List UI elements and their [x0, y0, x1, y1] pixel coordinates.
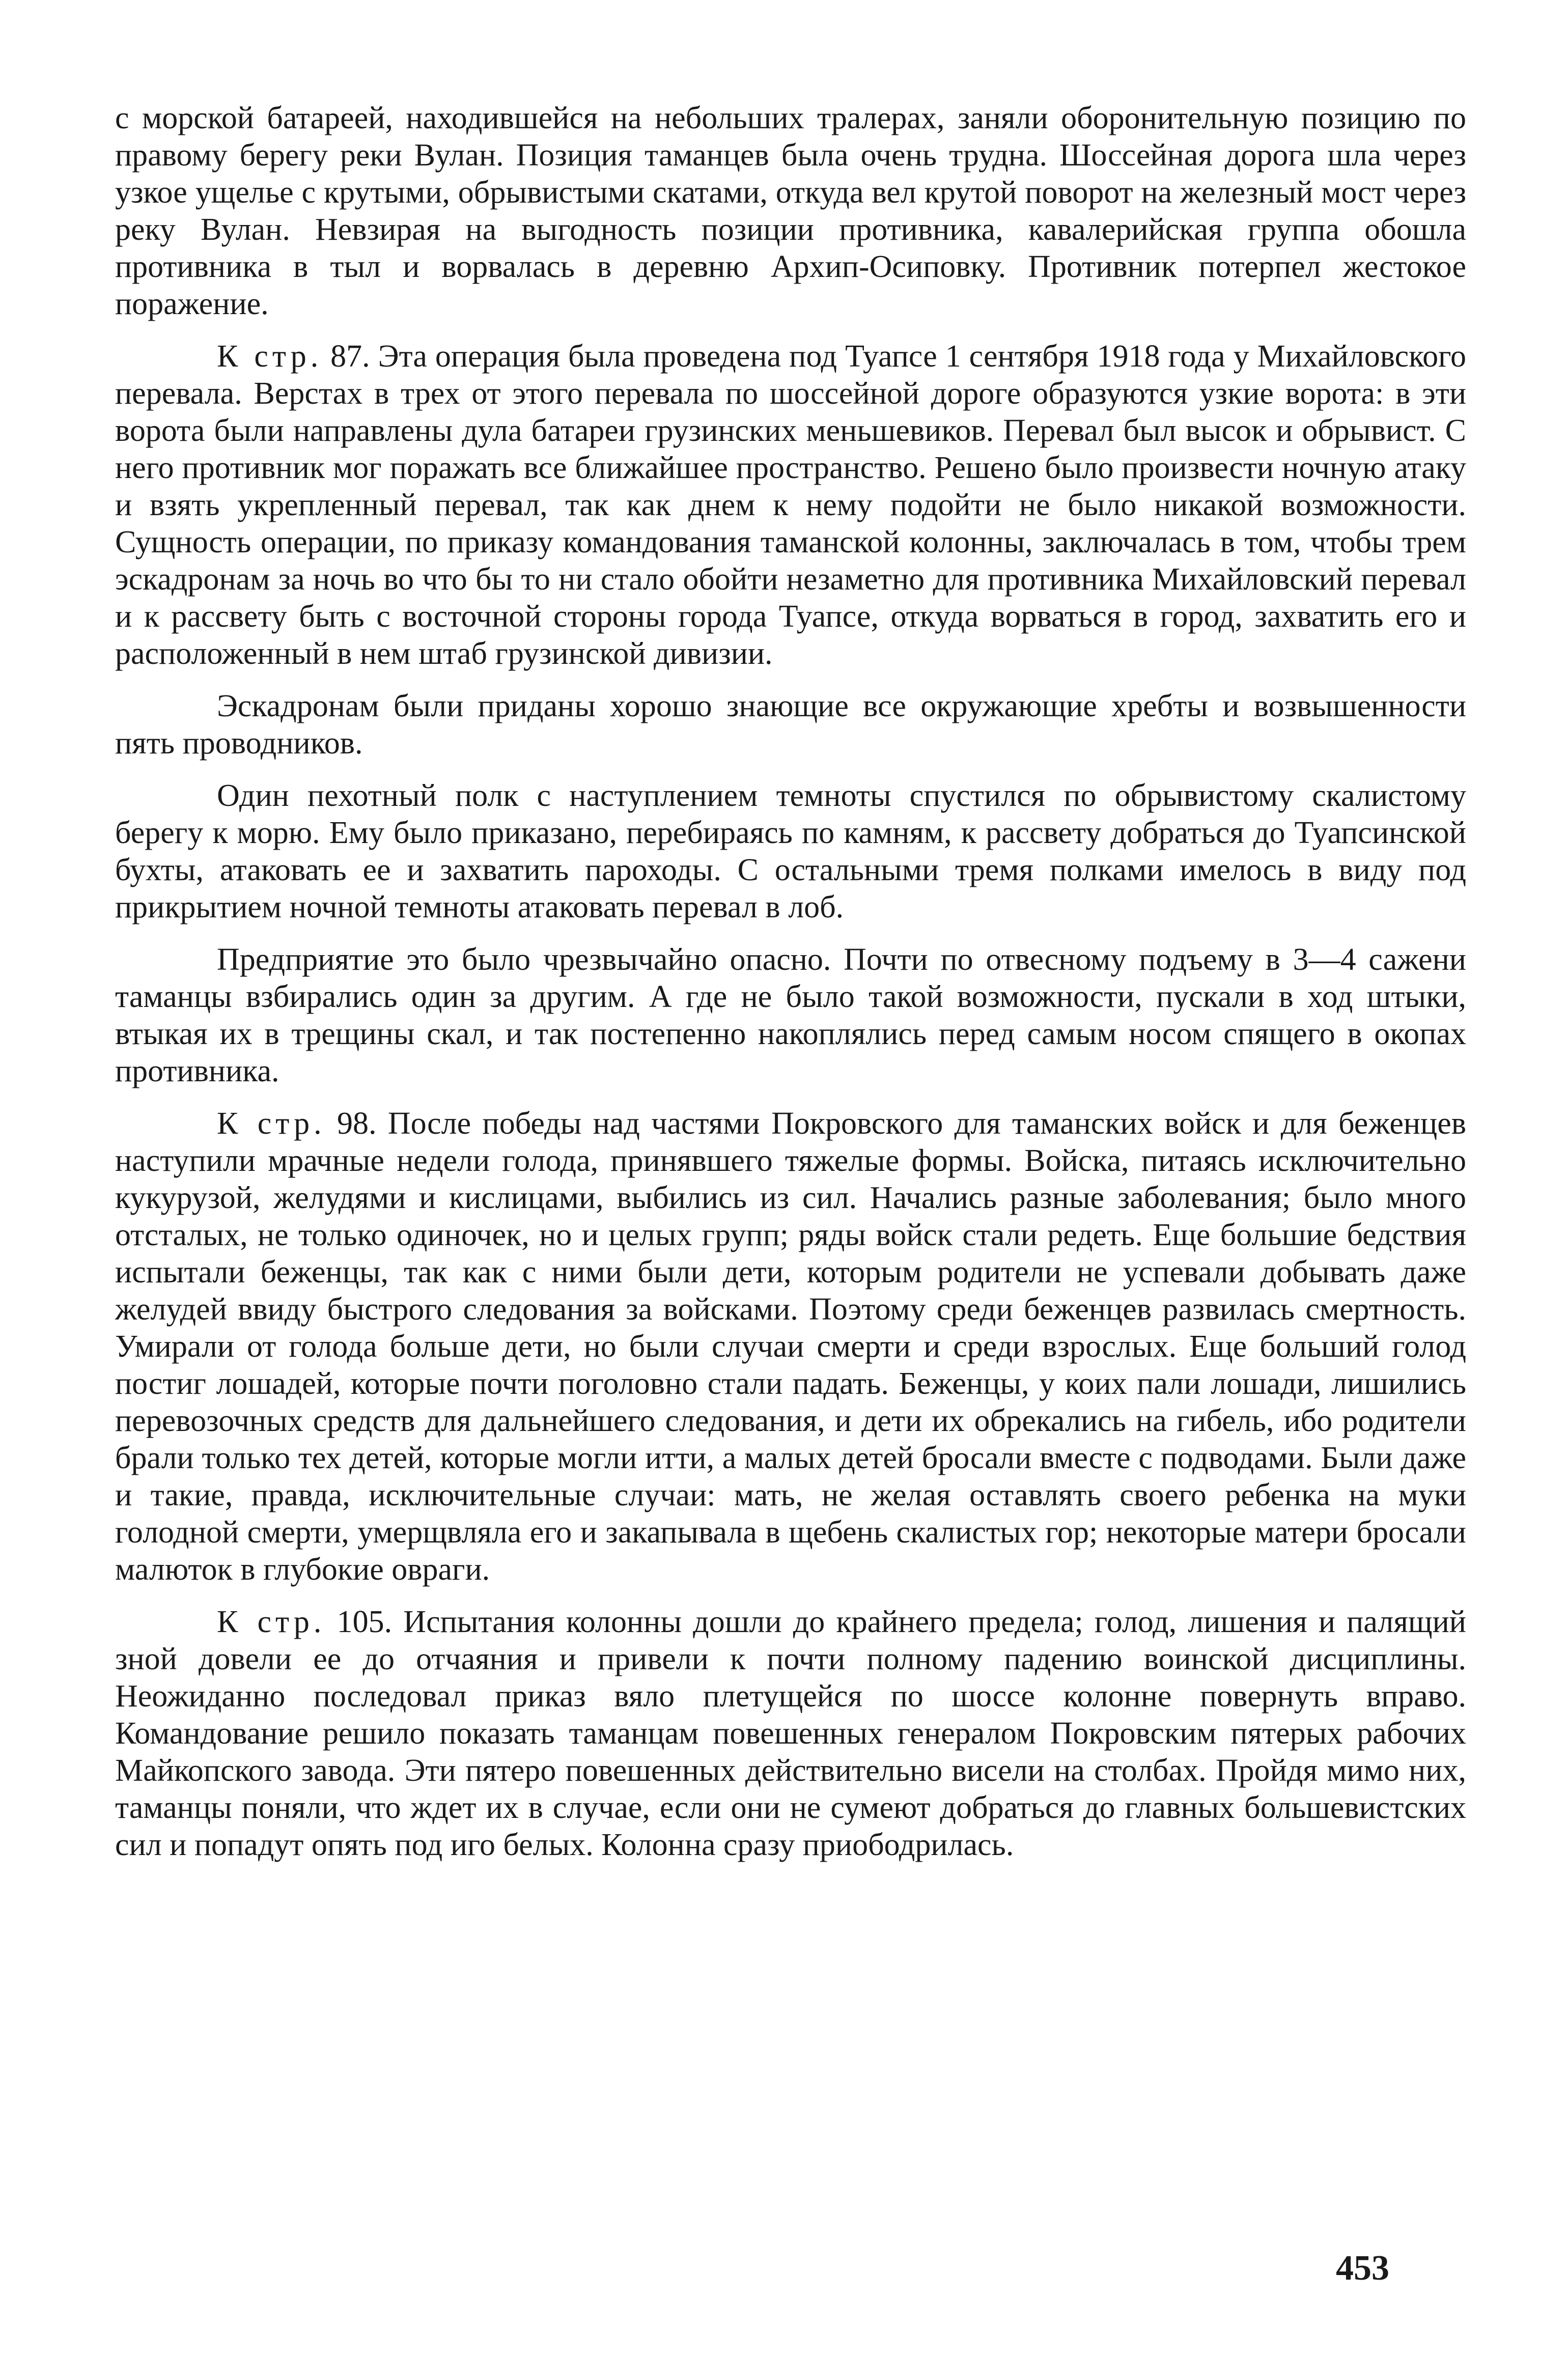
- paragraph-4: [115, 777, 1466, 926]
- paragraph-7-text: 105. Испытания колонны дошли до крайнего предела; голод, лишения и палящий зной довели ее до отчаяния и привели к почти полному падению воинской дисциплины. Неожиданно последовал приказ вяло плетущейся по шоссе колонне повернуть вправо. Командование решило показать таманцам повешенных генералом Покровским пятерых рабочих Майкопского завода. Эти пятеро повешенных действительно висели на столбах. Пройдя мимо них, таманцы поняли, что ждет их в случае, если они не сумеют добраться до главных большевистских сил и попадут опять под иго белых. Колонна сразу приободрилась.: [115, 1605, 1466, 1862]
- page-reference-label: К стр.: [217, 1605, 326, 1639]
- paragraph-7: [115, 1604, 1466, 1864]
- page-number: 453: [1336, 2249, 1389, 2288]
- text-column: [115, 100, 1466, 1864]
- paragraph-5-text: Предприятие это было чрезвычайно опасно. Почти по отвесному подъему в 3—4 сажени таманцы взбирались один за другим. А где не было такой возможности, пускали в ход штыки, втыкая их в трещины скал, и так постепенно накоплялись перед самым носом спящего в окопах противника.: [115, 942, 1466, 1088]
- paragraph-1: [115, 100, 1466, 323]
- paragraph-6-text: 98. После победы над частями Покровского для таманских войск и для беженцев наступили мрачные недели голода, принявшего тяжелые формы. Войска, питаясь исключительно кукурузой, желудями и кислицами, выбились из сил. Начались разные заболевания; было много отсталых, не только одиночек, но и целых групп; ряды войск стали редеть. Еще большие бедствия испытали беженцы, так как с ними были дети, которым родители не успевали добывать даже желудей ввиду быстрого следования за войсками. Поэтому среди беженцев развилась смертность. Умирали от голода больше дети, но были случаи смерти и среди взрослых. Еще больший голод постиг лошадей, которые почти поголовно стали падать. Беженцы, у коих пали лошади, лишились перевозочных средств для дальнейшего следования, и дети их обрекались на гибель, ибо родители брали только тех детей, которые могли итти, а малых детей бросали вместе с подводами. Были даже и такие, правда, исключительные случаи: мать, не желая оставлять своего ребенка на муки голодной смерти, умерщвляла его и закапывала в щебень скалистых гор; некоторые матери бросали малюток в глубокие овраги.: [115, 1106, 1467, 1587]
- paragraph-2-text: 87. Эта операция была проведена под Туапсе 1 сентября 1918 года у Михайловского перевала. Верстах в трех от этого перевала по шоссейной дороге образуются узкие ворота: в эти ворота были направлены дула батареи грузинских меньшевиков. Перевал был высок и обрывист. С него противник мог поражать все ближайшее пространство. Решено было произвести ночную атаку и взять укрепленный перевал, так как днем к нему подойти не было никакой возможности. Сущность операции, по приказу командования таманской колонны, заключалась в том, чтобы трем эскадронам за ночь во что бы то ни стало обойти незаметно для противника Михайловский перевал и к рассвету быть с восточной стороны города Туапсе, откуда ворваться в город, захватить его и расположенный в нем штаб грузинской дивизии.: [115, 339, 1466, 671]
- paragraph-5: [115, 941, 1466, 1090]
- paragraph-4-text: Один пехотный полк с наступлением темноты спустился по обрывистому скалистому берегу к морю. Ему было приказано, перебираясь по камням, к рассвету добраться до Туапсинской бухты, атаковать ее и захватить пароходы. С остальными тремя полками имелось в виду под прикрытием ночной темноты атаковать перевал в лоб.: [115, 778, 1466, 924]
- paragraph-1-text: с морской батареей, находившейся на небольших тралерах, заняли оборонительную позицию по правому берегу реки Вулан. Позиция таманцев была очень трудна. Шоссейная дорога шла через узкое ущелье с крутыми, обрывистыми скатами, откуда вел крутой поворот на железный мост через реку Вулан. Невзирая на выгодность позиции противника, кавалерийская группа обошла противника в тыл и ворвалась в деревню Архип-Осиповку. Противник потерпел жестокое поражение.: [115, 101, 1466, 321]
- page-reference-label: К стр.: [217, 339, 323, 374]
- paragraph-3: [115, 688, 1466, 762]
- paragraph-3-text: Эскадронам были приданы хорошо знающие все окружающие хребты и возвышенности пять проводников.: [115, 689, 1466, 761]
- paragraph-6: [115, 1105, 1466, 1588]
- page-reference-label: К стр.: [217, 1106, 326, 1141]
- paragraph-2: [115, 338, 1466, 672]
